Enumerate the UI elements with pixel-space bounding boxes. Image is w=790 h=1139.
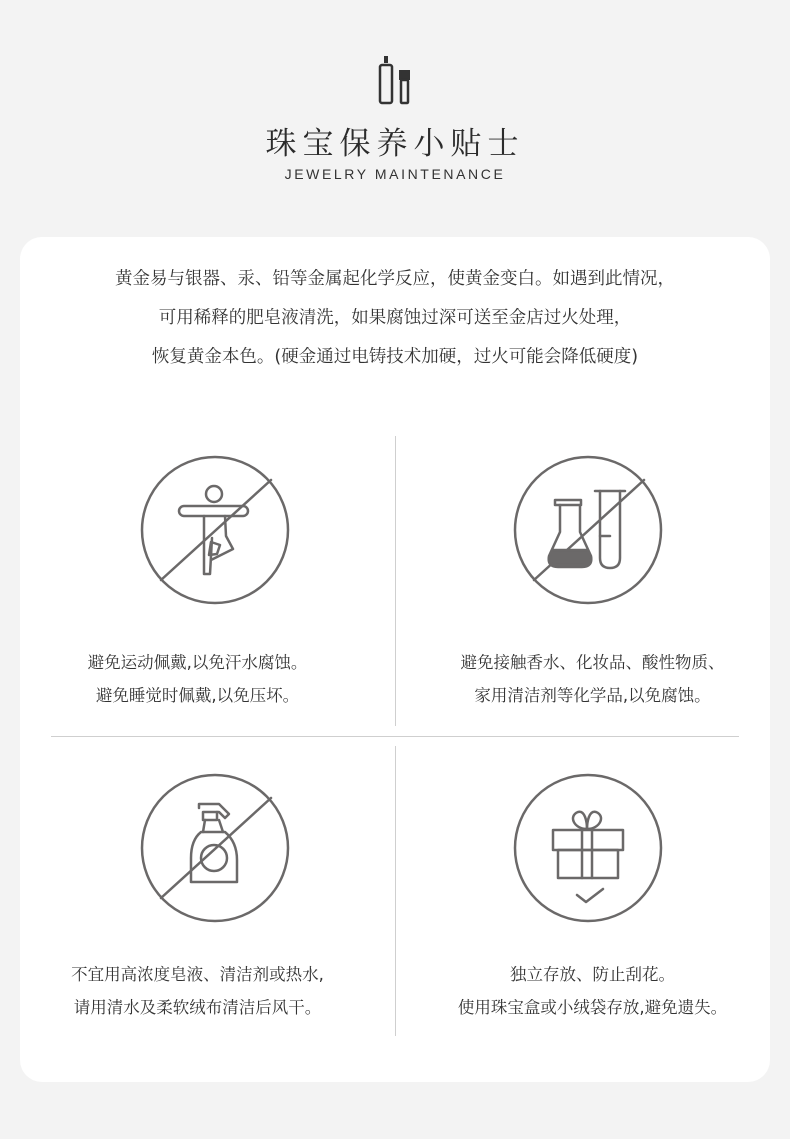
tip-text (0, 958, 395, 1024)
tip-line: 避免接触香水、化妆品、酸性物质、 (460, 653, 725, 672)
gift-box-storage-icon (512, 772, 664, 924)
tip-text (395, 958, 790, 1024)
intro-line: 可用稀释的肥皂液清洗，如果腐蚀过深可送至金店过火处理， (158, 308, 632, 328)
tip-text (0, 646, 395, 712)
no-cleaner-spray-icon (139, 772, 291, 924)
cosmetic-bottle-brush-icon (375, 55, 417, 107)
tip-line: 请用清水及柔软绒布清洁后风干。 (73, 998, 322, 1017)
tip-line: 使用珠宝盒或小绒袋存放,避免遗失。 (457, 998, 728, 1017)
tip-line: 不宜用高浓度皂液、清洁剂或热水, (71, 965, 324, 984)
no-exercise-icon (139, 454, 291, 606)
page-title: 珠宝保养小贴士 (265, 126, 525, 162)
page-subtitle: JEWELRY MAINTENANCE (284, 166, 506, 182)
tip-text (395, 646, 790, 712)
intro-line: 黄金易与银器、汞、铅等金属起化学反应，使黄金变白。如遇到此情况， (115, 269, 675, 289)
horizontal-divider (51, 736, 739, 737)
tip-line: 避免运动佩戴,以免汗水腐蚀。 (87, 653, 308, 672)
no-chemicals-icon (512, 454, 664, 606)
tip-line: 家用清洁剂等化学品,以免腐蚀。 (474, 686, 711, 705)
tip-line: 避免睡觉时佩戴,以免压坏。 (95, 686, 300, 705)
intro-text (0, 260, 790, 377)
intro-line: 恢复黄金本色。(硬金通过电铸技术加硬，过火可能会降低硬度) (151, 347, 639, 367)
tip-line: 独立存放、防止刮花。 (510, 965, 675, 984)
